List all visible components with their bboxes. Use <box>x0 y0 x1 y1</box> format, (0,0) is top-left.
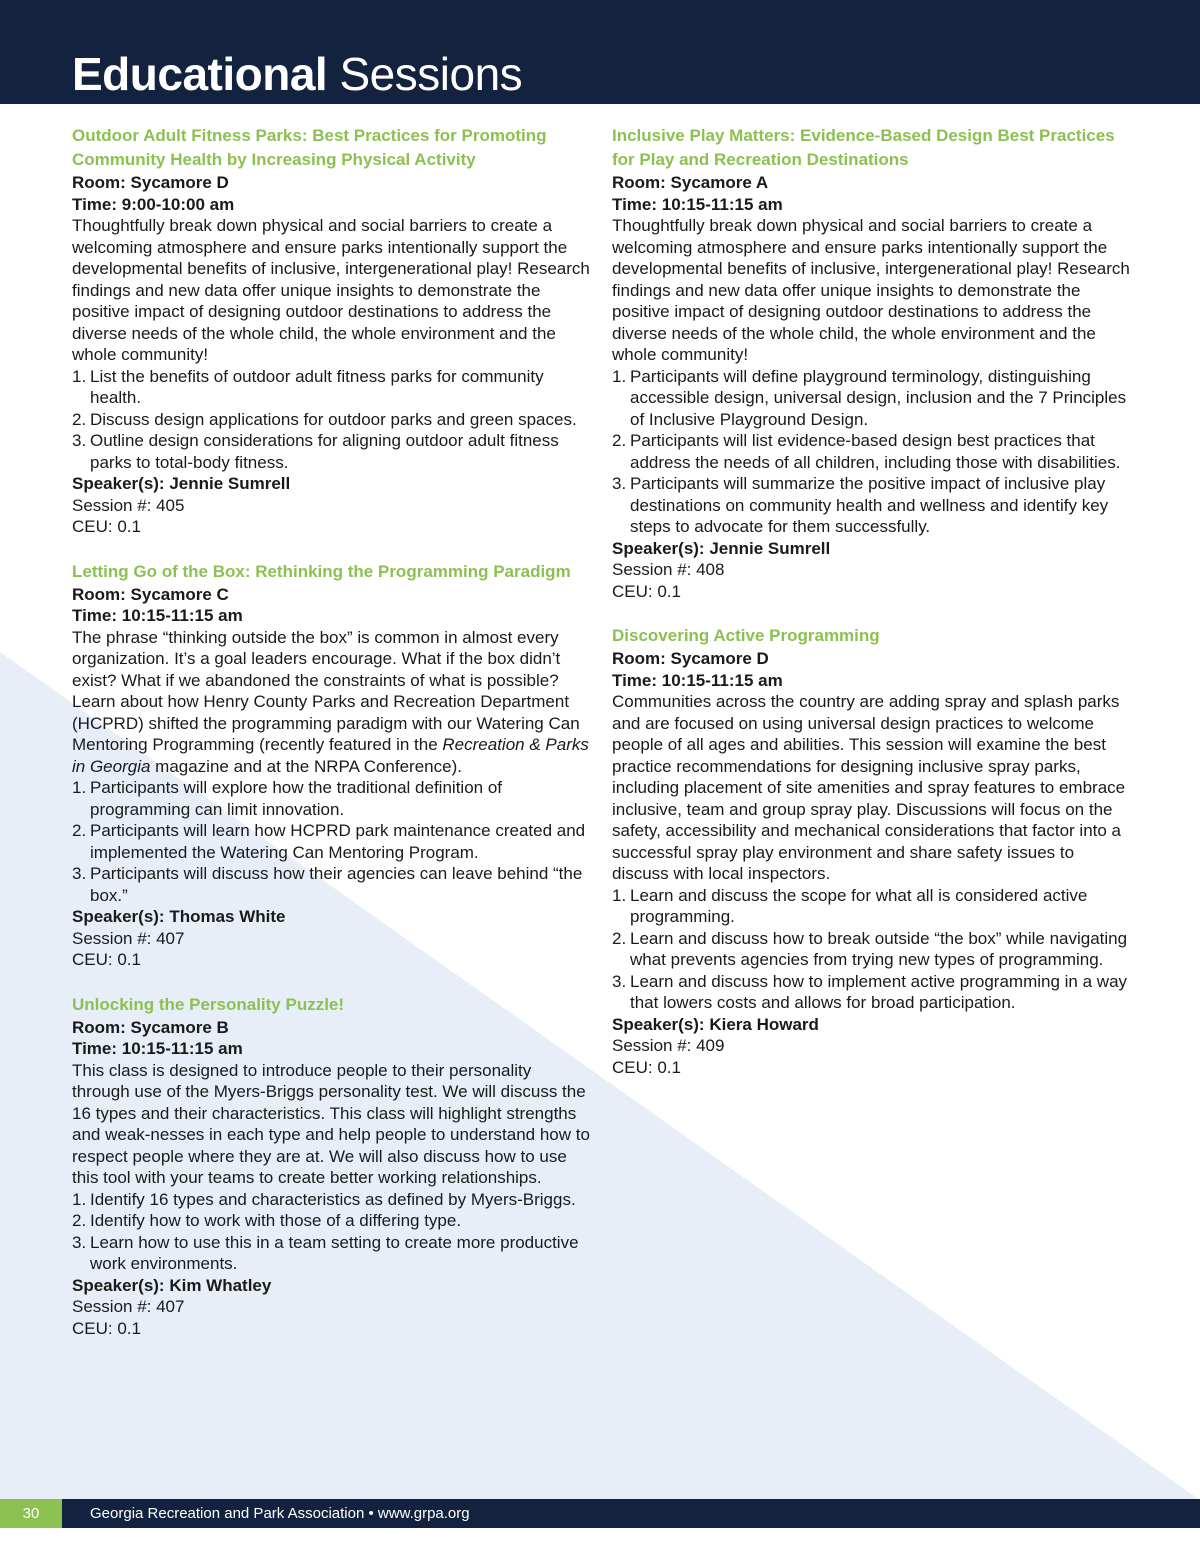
page-number: 30 <box>0 1499 62 1528</box>
page-footer <box>0 1499 1200 1528</box>
session-title: Discovering Active Programming <box>612 626 880 645</box>
session-card <box>612 624 1132 1078</box>
objective-item: 3. Participants will discuss how their agencies can leave behind “the box.” <box>72 864 583 905</box>
session-number: Session #: 409 <box>612 1036 725 1055</box>
page-title <box>72 46 522 102</box>
objectives-list <box>612 885 1132 1014</box>
session-number: Session #: 405 <box>72 495 185 515</box>
objective-item: 1. Participants will explore how the traditional definition of programming can limit innovation. <box>72 778 503 819</box>
page-title-bold: Educational <box>72 48 328 100</box>
session-speaker: Speaker(s): Kiera Howard <box>612 1014 819 1034</box>
session-ceu: CEU: 0.1 <box>72 1318 141 1338</box>
objective-item: 2. Learn and discuss how to break outside “the box” while navigating what prevents agencies from trying new types of programming. <box>612 928 1128 969</box>
session-card <box>72 993 592 1340</box>
session-ceu: CEU: 0.1 <box>612 581 681 601</box>
objectives-list <box>72 1189 592 1275</box>
session-card <box>612 124 1132 602</box>
right-column <box>612 124 1132 1100</box>
session-number: Session #: 407 <box>72 1297 185 1316</box>
footer-text: Georgia Recreation and Park Association • www.grpa.org <box>90 1505 470 1522</box>
objective-item: 2. Participants will learn how HCPRD park maintenance created and implemented the Watering Can Mentoring Program. <box>72 821 586 862</box>
session-room: Room: Sycamore B <box>72 1017 229 1037</box>
session-room: Room: Sycamore A <box>612 173 769 192</box>
session-room: Room: Sycamore C <box>72 584 229 604</box>
objective-item: 1. Participants will define playground terminology, distinguishing accessible design, universal design, inclusion and the 7 Principles of Inclusive Playground Design. <box>612 366 1127 429</box>
objectives-list <box>72 366 592 474</box>
objectives-list <box>72 777 592 906</box>
session-time: Time: 10:15-11:15 am <box>612 194 783 214</box>
objective-item: 1. Identify 16 types and characteristics as defined by Myers-Briggs. <box>72 1189 576 1209</box>
session-time: Time: 10:15-11:15 am <box>612 670 783 690</box>
session-time: Time: 10:15-11:15 am <box>72 606 243 625</box>
objective-item: 1. Learn and discuss the scope for what all is considered active programming. <box>612 885 1088 926</box>
page-header <box>0 0 1200 104</box>
session-description: Thoughtfully break down physical and social barriers to create a welcoming atmosphere and ensure parks intentionally support the developmental benefits of inclusive, intergenerational play! Research findings and new data offer unique insights to demonstrate the positive impact of designing outdoor destinations to address the diverse needs of the whole child, the whole environment and the whole community! <box>72 216 590 364</box>
session-room: Room: Sycamore D <box>612 649 769 668</box>
session-time: Time: 10:15-11:15 am <box>72 1039 243 1058</box>
session-description: The phrase “thinking outside the box” is common in almost every organization. It’s a goal leaders encourage. What if the box didn’t exist? What if we abandoned the constraints of what is possible? Learn about how Henry County Parks and Recreation Department (HCPRD) shifted the programming paradigm with our Watering Can Mentoring Programming (recently featured in the Recreation & Parks in Georgia magazine and at the NRPA Conference). <box>72 627 589 776</box>
objective-item: 3. Learn how to use this in a team setting to create more productive work environments. <box>72 1232 579 1273</box>
session-title: Unlocking the Personality Puzzle! <box>72 994 345 1014</box>
session-ceu: CEU: 0.1 <box>72 517 141 536</box>
objective-item: 2. Discuss design applications for outdoor parks and green spaces. <box>72 409 577 429</box>
magazine-title: Recreation & Parks in Georgia <box>72 735 589 776</box>
session-description: Communities across the country are adding spray and splash parks and are focused on using universal design practices to welcome people of all ages and abilities. This session will examine the best practice recommendations for designing inclusive spray parks, including placement of site amenities and spray features to embrace inclusive, team and group spray play. Discussions will focus on the safety, accessibility and mechanical considerations that factor into a successful spray play environment and share safety issues to discuss with local inspectors. <box>612 692 1126 883</box>
objective-item: 1. List the benefits of outdoor adult fitness parks for community health. <box>72 366 544 407</box>
session-ceu: CEU: 0.1 <box>612 1057 681 1077</box>
session-card <box>72 124 592 538</box>
objective-item: 3. Learn and discuss how to implement active programming in a way that lowers costs and allows for broad participation. <box>612 971 1128 1012</box>
session-number: Session #: 407 <box>72 928 185 948</box>
session-speaker: Speaker(s): Jennie Sumrell <box>612 538 831 558</box>
page-title-rest: Sessions <box>339 48 523 100</box>
session-description: This class is designed to introduce people to their personality through use of the Myers-Briggs personality test. We will discuss the 16 types and their characteristics. This class will highlight strengths and weak-nesses in each type and help people to understand how to respect people where they are at. We will also discuss how to use this tool with your teams to create better working relationships. <box>72 1060 590 1187</box>
session-title: Letting Go of the Box: Rethinking the Programming Paradigm <box>72 561 571 581</box>
session-title: Inclusive Play Matters: Evidence-Based Design Best Practices for Play and Recreation Destinations <box>612 126 1115 169</box>
session-card <box>72 560 592 971</box>
objective-item: 2. Identify how to work with those of a differing type. <box>72 1211 462 1230</box>
left-column <box>72 124 592 1361</box>
session-room: Room: Sycamore D <box>72 173 229 192</box>
session-number: Session #: 408 <box>612 560 725 579</box>
objective-item: 2. Participants will list evidence-based design best practices that address the needs of all children, including those with disabilities. <box>612 431 1121 472</box>
session-speaker: Speaker(s): Jennie Sumrell <box>72 474 291 493</box>
session-description: Thoughtfully break down physical and social barriers to create a welcoming atmosphere and ensure parks intentionally support the developmental benefits of inclusive, intergenerational play! Research findings and new data offer unique insights to demonstrate the positive impact of designing outdoor destinations to address the diverse needs of the whole child, the whole environment and the whole community! <box>612 216 1130 364</box>
objective-item: 3. Outline design considerations for aligning outdoor adult fitness parks to total-body fitness. <box>72 431 559 472</box>
session-speaker: Speaker(s): Kim Whatley <box>72 1275 272 1295</box>
objectives-list <box>612 366 1132 538</box>
session-speaker: Speaker(s): Thomas White <box>72 907 286 926</box>
objective-item: 3. Participants will summarize the positive impact of inclusive play destinations on community health and wellness and identify key steps to advocate for them successfully. <box>612 474 1109 536</box>
session-time: Time: 9:00-10:00 am <box>72 194 235 214</box>
session-title: Outdoor Adult Fitness Parks: Best Practices for Promoting Community Health by Increasing Physical Activity <box>72 126 547 169</box>
session-ceu: CEU: 0.1 <box>72 950 141 969</box>
